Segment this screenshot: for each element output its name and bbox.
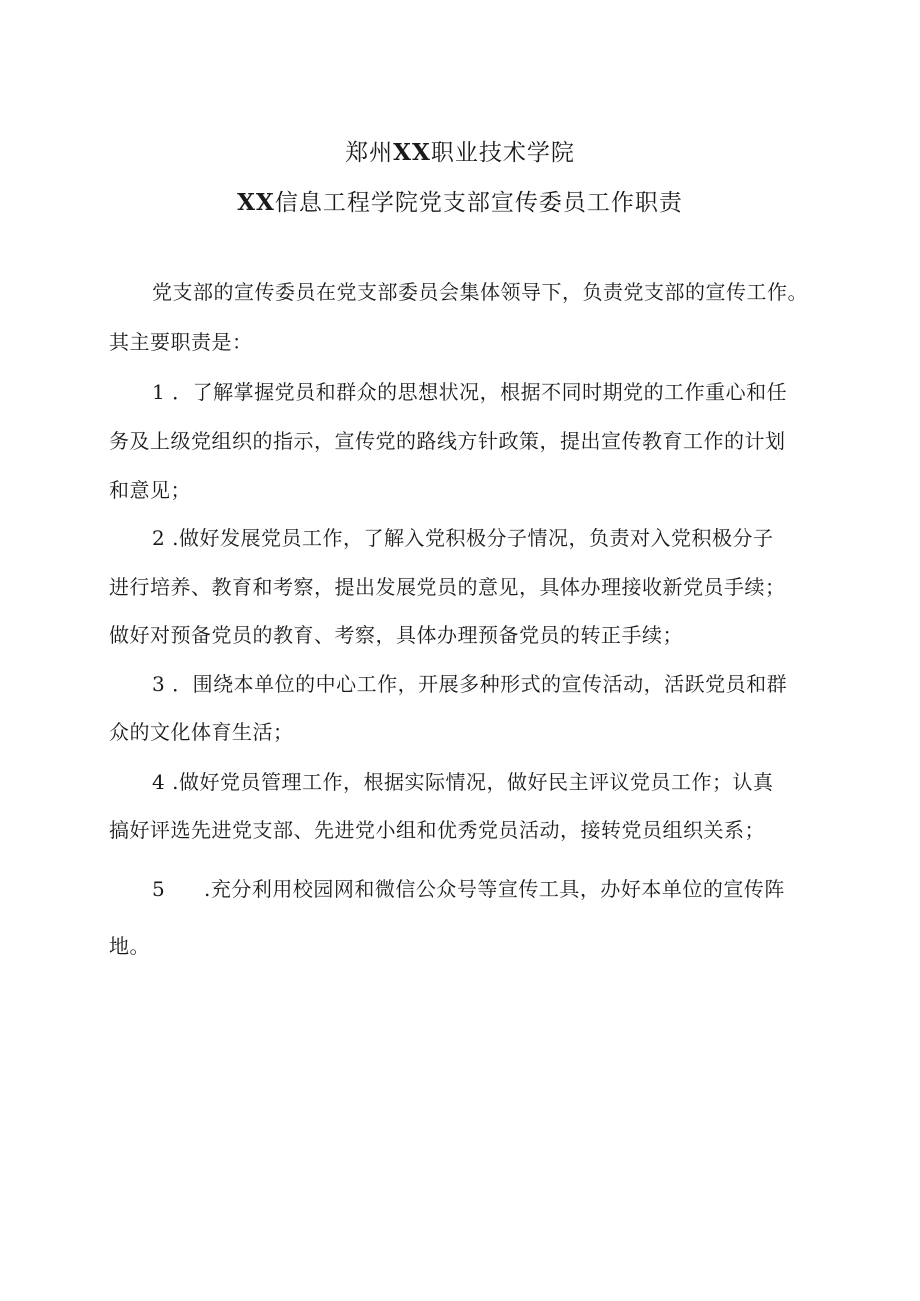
document-title-duty: XX信息工程学院党支部宣传委员工作职责 — [237, 189, 683, 216]
item-1-line-1: 1 ．了解掌握党员和群众的思想状况，根据不同时期党的工作重心和任 — [152, 380, 788, 404]
item-4-line-2: 搞好评选先进党支部、先进党小组和优秀党员活动，接转党员组织关系； — [109, 818, 765, 842]
item-2-line-1: 2 .做好发展党员工作，了解入党积极分子情况，负责对入党积极分子 — [152, 526, 774, 550]
item-number: 5 — [152, 877, 166, 901]
item-5-line-2: 地。 — [109, 934, 150, 958]
intro-line-2: 其主要职责是： — [109, 330, 253, 354]
document-title-school: 郑州XX职业技术学院 — [345, 139, 575, 166]
item-5-line-1: 5 .充分利用校园网和微信公众号等宣传工具，办好本单位的宣传阵 — [152, 877, 785, 901]
item-3-line-1: 3 ．围绕本单位的中心工作，开展多种形式的宣传活动，活跃党员和群 — [152, 672, 788, 696]
intro-line-1: 党支部的宣传委员在党支部委员会集体领导下，负责党支部的宣传工作。 — [152, 280, 808, 304]
item-2-line-3: 做好对预备党员的教育、考察，具体办理预备党员的转正手续； — [109, 623, 683, 647]
item-4-line-1: 4 .做好党员管理工作，根据实际情况，做好民主评议党员工作；认真 — [152, 770, 774, 794]
item-3-line-2: 众的文化体育生活； — [109, 720, 294, 744]
item-1-line-2: 务及上级党组织的指示，宣传党的路线方针政策，提出宣传教育工作的计划 — [109, 429, 786, 453]
item-number: 2 — [152, 526, 166, 550]
item-number: 1 — [152, 380, 166, 404]
item-2-line-2: 进行培养、教育和考察，提出发展党员的意见，具体办理接收新党员手续； — [109, 575, 786, 599]
item-number: 4 — [152, 770, 166, 794]
item-1-line-3: 和意见； — [109, 478, 191, 502]
item-number: 3 — [152, 672, 166, 696]
